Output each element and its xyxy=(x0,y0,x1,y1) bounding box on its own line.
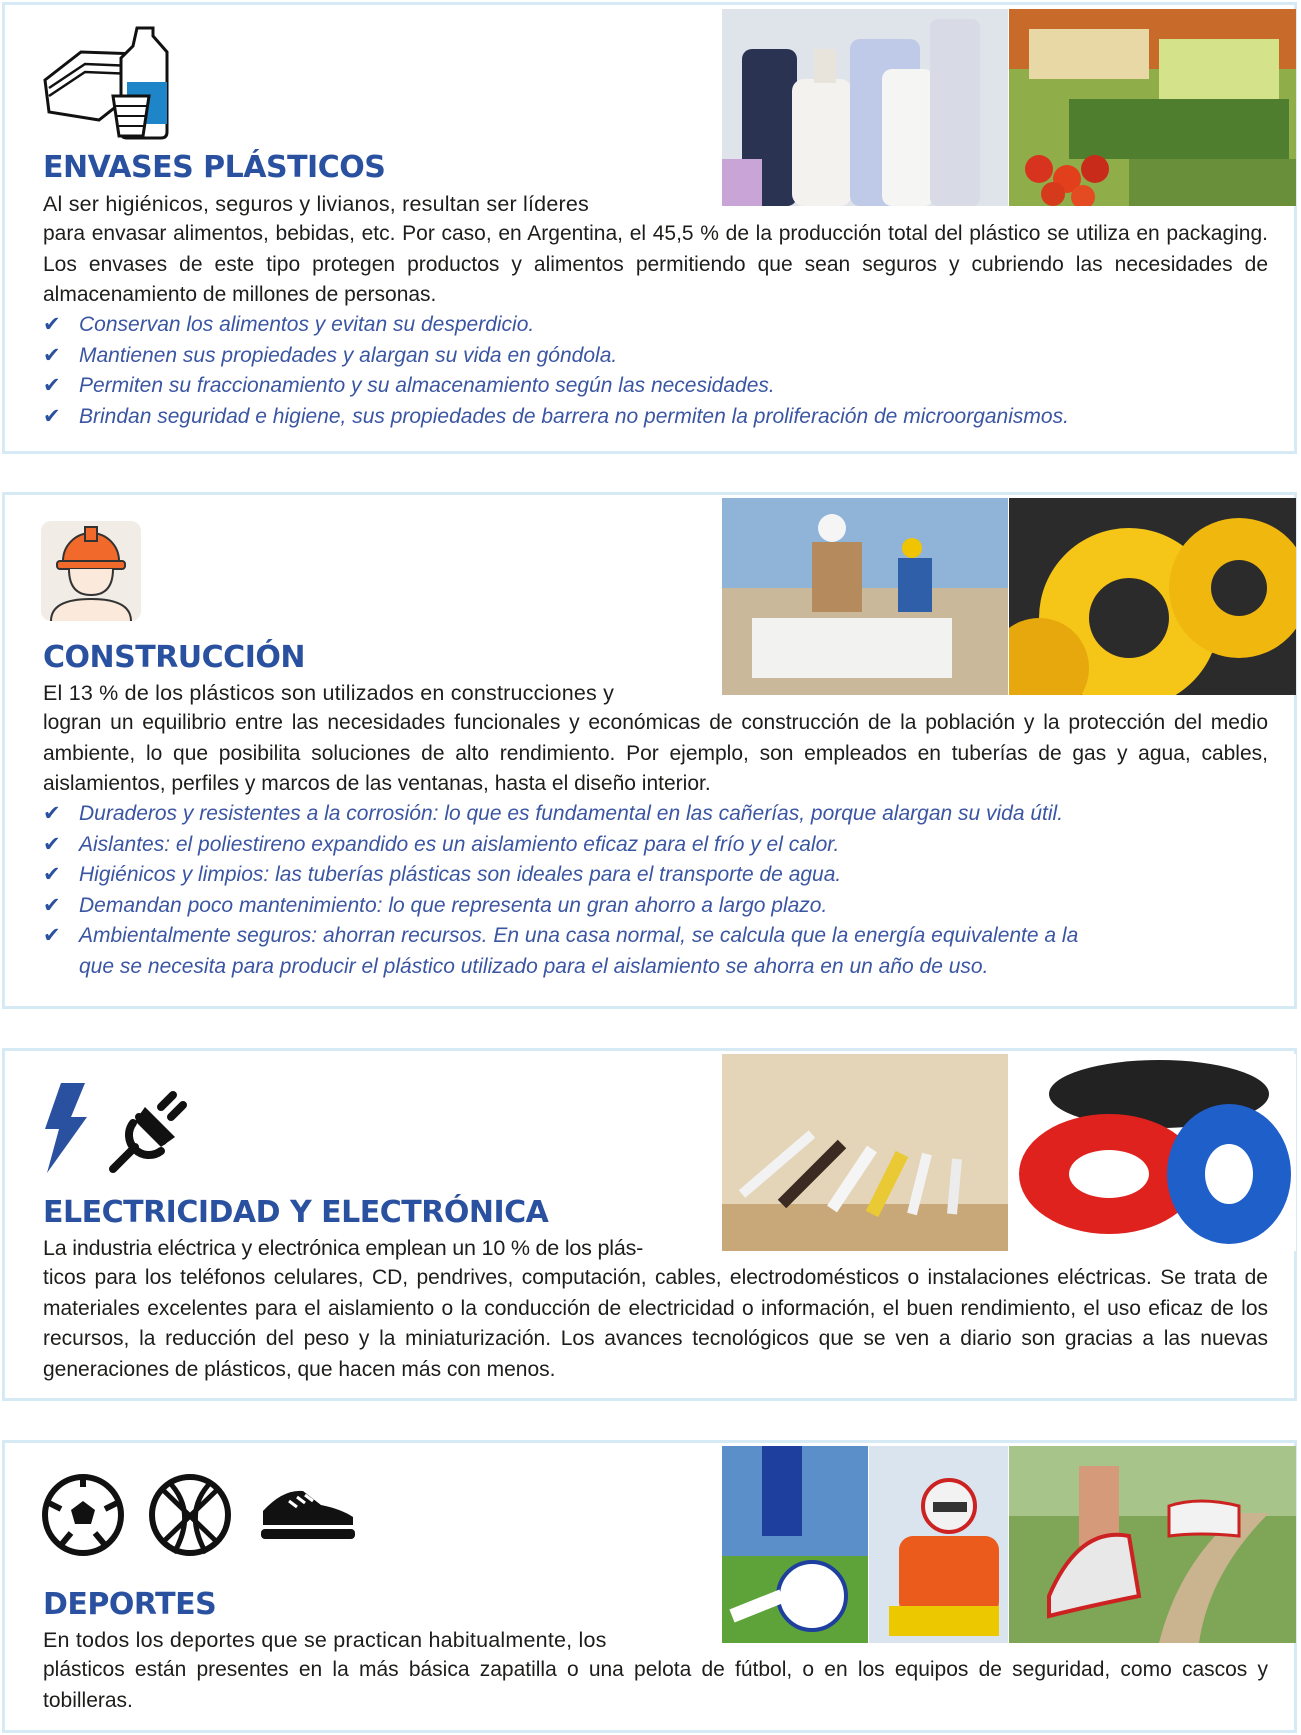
section-body: plásticos están presentes en la más básica zapatilla o una pelota de fútbol, o en los equipos de seguridad, como cascos y tobilleras. xyxy=(43,1658,1268,1712)
list-item: ✔ Permiten su fraccionamiento y su almacenamiento según las necesidades. xyxy=(43,371,1268,402)
lightning-bolt-icon xyxy=(41,1083,91,1178)
list-item: ✔ Duraderos y resistentes a la corrosión: lo que es fundamental en las cañerías, porque alargan su vida útil. xyxy=(43,799,1268,830)
soccer-photo xyxy=(722,1446,868,1643)
basketball-icon xyxy=(148,1473,232,1562)
soccer-ball-icon xyxy=(41,1473,125,1562)
section-title: ENVASES PLÁSTICOS xyxy=(43,150,386,185)
section-title: CONSTRUCCIÓN xyxy=(43,640,305,675)
section-intro: En todos los deportes que se practican habitualmente, los xyxy=(43,1628,607,1652)
list-item: ✔ Higiénicos y limpios: las tuberías plásticas son ideales para el transporte de agua. xyxy=(43,860,1268,891)
section-title: ELECTRICIDAD Y ELECTRÓNICA xyxy=(43,1195,549,1230)
section-intro: Al ser higiénicos, seguros y livianos, resultan ser líderes xyxy=(43,192,589,216)
running-shoes-photo xyxy=(1009,1446,1296,1643)
section-electricidad xyxy=(2,1048,1297,1401)
section-title: DEPORTES xyxy=(43,1587,217,1622)
plastic-bottles-photo xyxy=(722,9,1008,206)
list-item: ✔ Demandan poco mantenimiento: lo que representa un gran ahorro a largo plazo. xyxy=(43,891,1268,922)
wire-coils-photo xyxy=(1009,1054,1296,1251)
section-envases xyxy=(2,2,1297,454)
benefit-list xyxy=(43,310,1268,432)
list-item: ✔ Mantienen sus propiedades y alargan su vida en góndola. xyxy=(43,341,1268,372)
check-icon: ✔ xyxy=(43,893,61,917)
yellow-pipes-photo xyxy=(1009,498,1296,695)
check-icon: ✔ xyxy=(43,313,61,336)
sneaker-icon xyxy=(259,1487,357,1548)
list-item: ✔ Conservan los alimentos y evitan su desperdicio. xyxy=(43,310,1268,341)
section-construccion xyxy=(2,492,1297,1009)
construction-workers-photo xyxy=(722,498,1008,695)
section-intro: La industria eléctrica y electrónica emplean un 10 % de los plás- xyxy=(43,1236,644,1260)
check-icon: ✔ xyxy=(43,832,61,856)
plug-icon xyxy=(105,1087,195,1178)
check-icon: ✔ xyxy=(43,924,61,947)
section-body: ticos para los teléfonos celulares, CD, pendrives, computación, cables, electrodomésticos o instalaciones eléctricas. Se trata de materiales excelentes para el aislamiento o la conducción de electricidad o información, el buen rendimiento, el uso eficaz de los recursos, la reducción del peso y la miniaturización. Los avances tecnológicos que se ven a diario son gracias a las nuevas generaciones de plásticos, que hacen más con menos. xyxy=(43,1266,1268,1381)
section-deportes xyxy=(2,1440,1297,1733)
hardhat-worker-icon xyxy=(41,521,141,626)
snow-sport-photo xyxy=(869,1446,1008,1643)
check-icon: ✔ xyxy=(43,374,61,397)
check-icon: ✔ xyxy=(43,863,61,886)
section-body: para envasar alimentos, bebidas, etc. Por caso, en Argentina, el 45,5 % de la producción total del plástico se utiliza en packaging. Los envases de este tipo protegen productos y alimentos permitiendo que sean seguros y cubriendo las necesidades de almacenamiento de millones de personas. xyxy=(43,222,1268,306)
packaging-icon xyxy=(41,20,191,145)
list-item-continuation: que se necesita para producir el plástico utilizado para el aislamiento se ahorra en un año de uso. xyxy=(79,954,989,978)
section-body: logran un equilibrio entre las necesidades funcionales y económicas de construcción de la población y la protección del medio ambiente, lo que posibilita soluciones de alto rendimiento. Por ejemplo, son empleados en tuberías de gas y agua, cables, aislamientos, perfiles y marcos de las ventanas, hasta el diseño interior. xyxy=(43,711,1268,795)
benefit-list xyxy=(43,799,1268,982)
produce-shelf-photo xyxy=(1009,9,1296,206)
cable-connectors-photo xyxy=(722,1054,1008,1251)
check-icon: ✔ xyxy=(43,802,61,825)
list-item: ✔ Brindan seguridad e higiene, sus propiedades de barrera no permiten la proliferación de microorganismos. xyxy=(43,402,1268,433)
section-intro: El 13 % de los plásticos son utilizados en construcciones y xyxy=(43,681,615,705)
list-item: ✔ Ambientalmente seguros: ahorran recursos. En una casa normal, se calcula que la energía equivalente a la que se necesita para producir el plástico utilizado para el aislamiento se ahorra en un año de uso. xyxy=(43,921,1268,982)
list-item: ✔ Aislantes: el poliestireno expandido es un aislamiento eficaz para el frío y el calor. xyxy=(43,830,1268,861)
check-icon: ✔ xyxy=(43,343,61,367)
check-icon: ✔ xyxy=(43,404,61,428)
